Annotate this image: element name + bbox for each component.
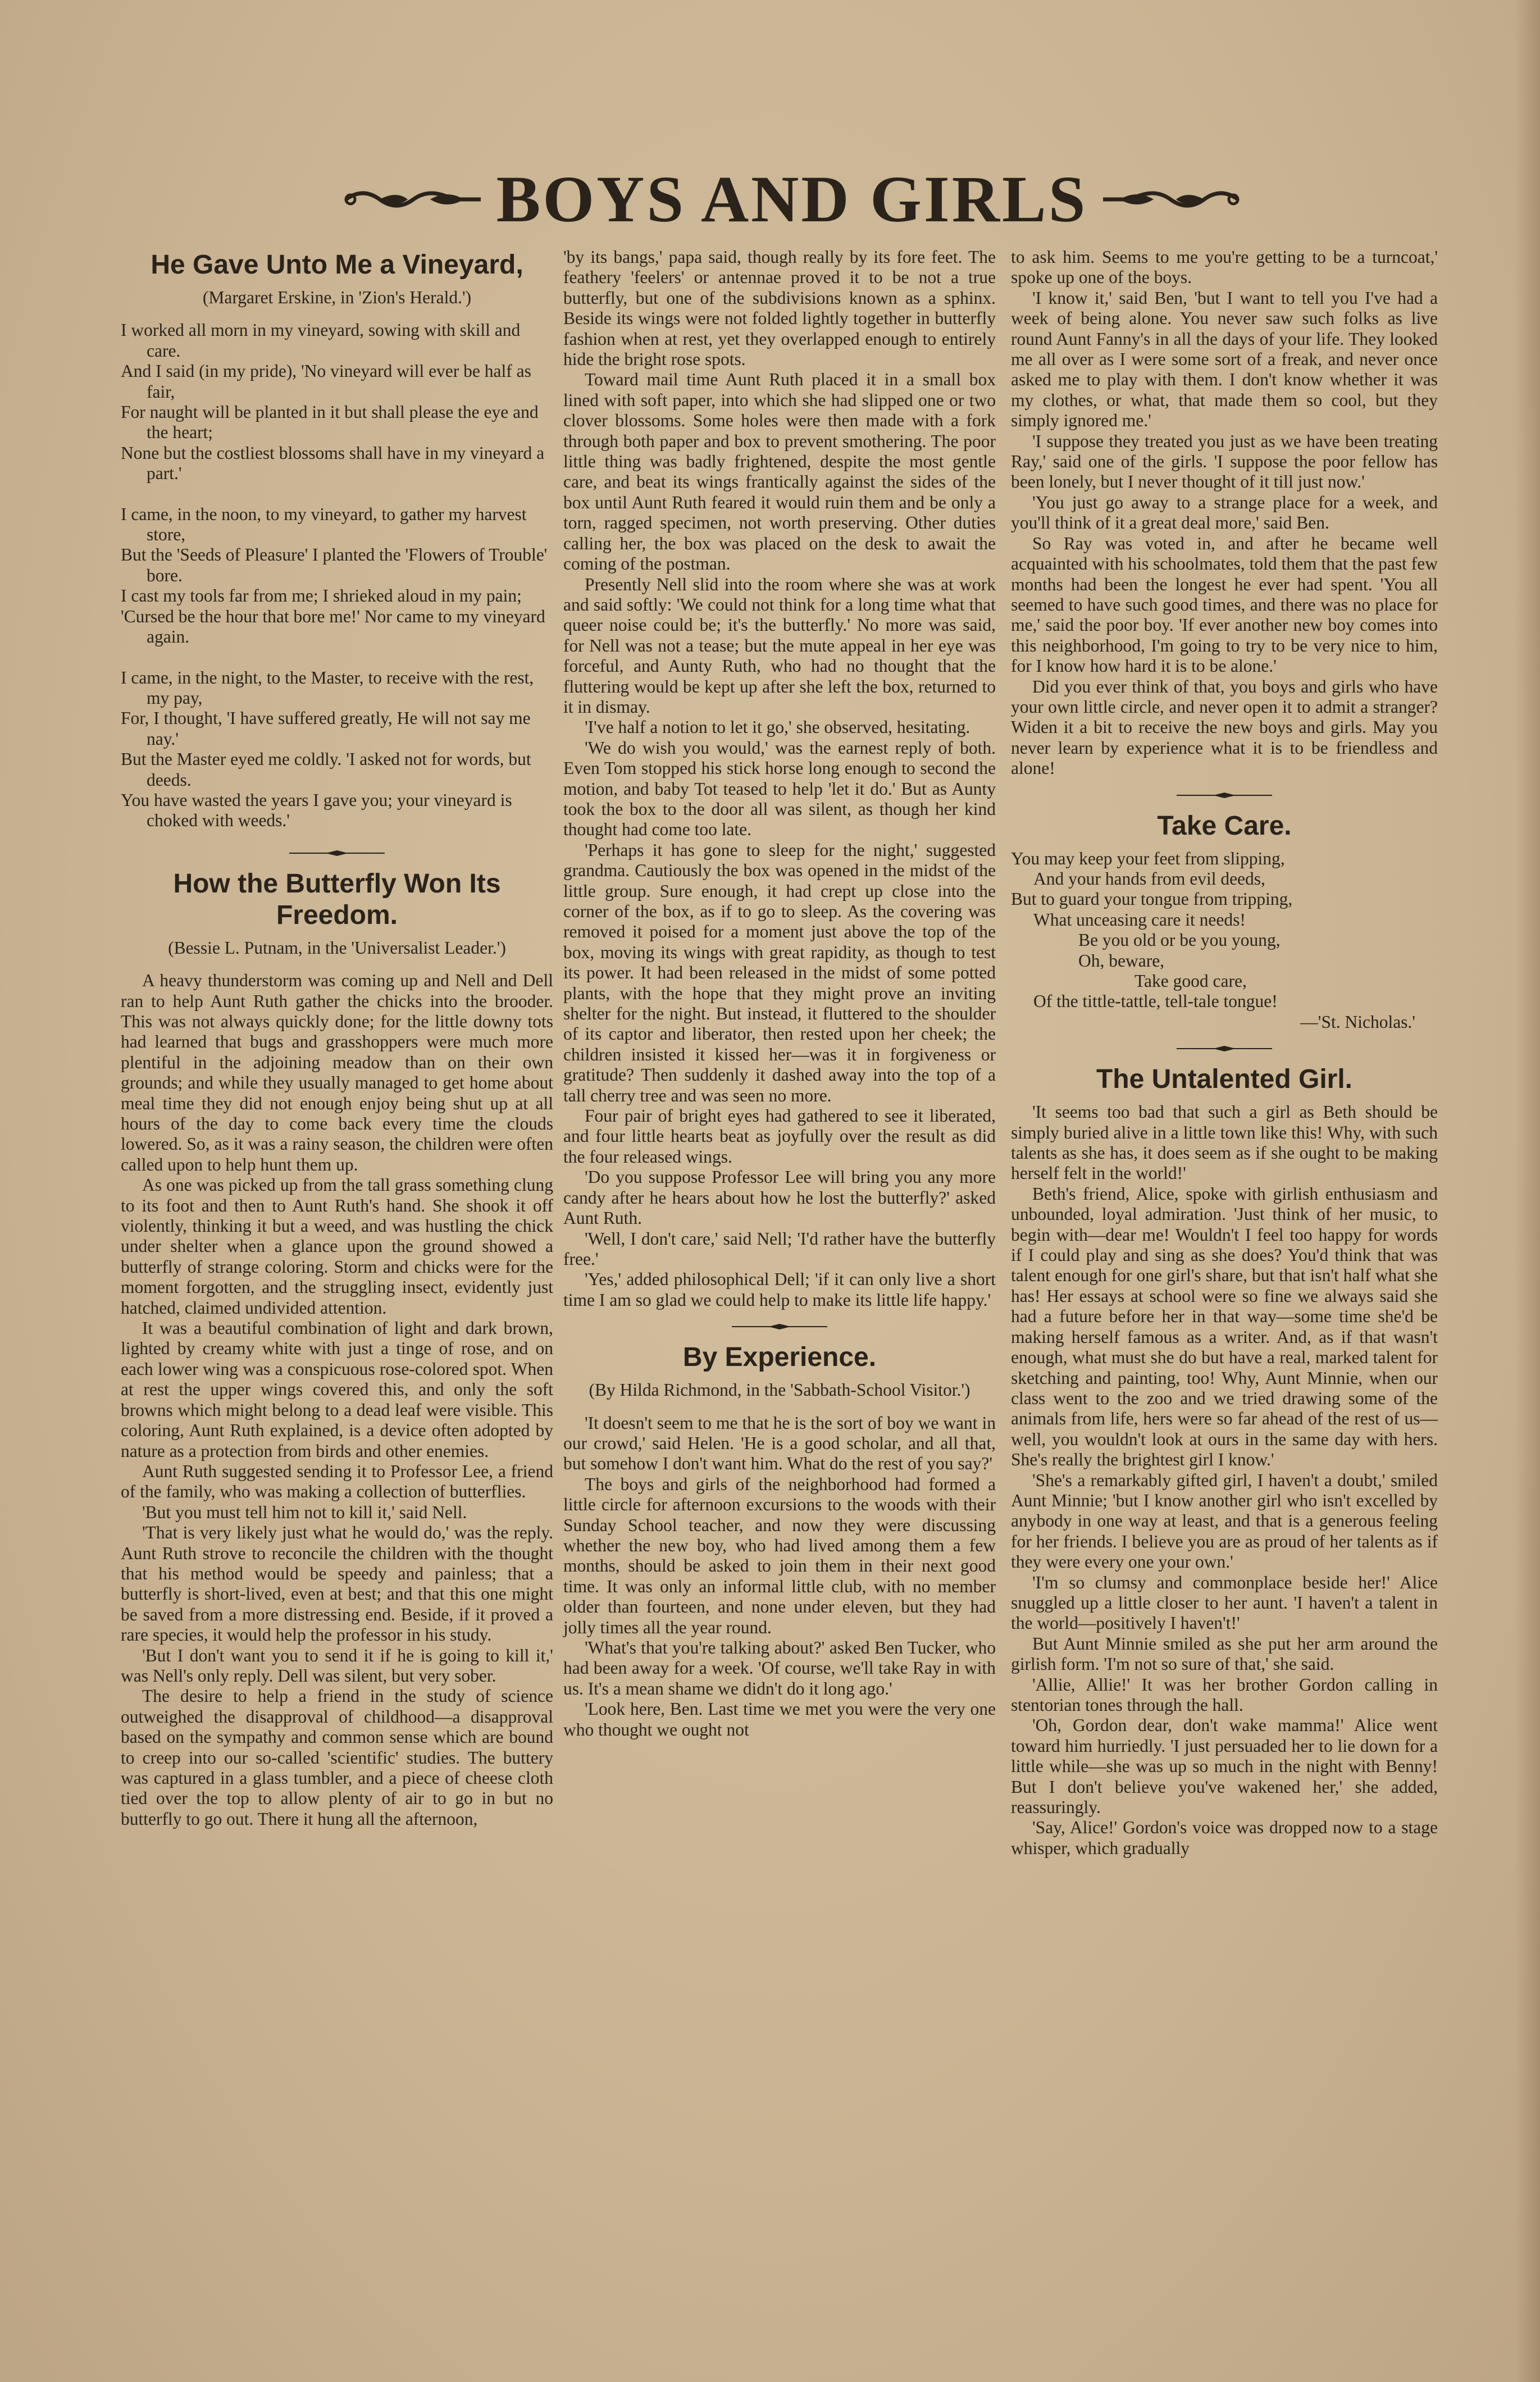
paragraph: 'I've half a notion to let it go,' she observed, hesitating.	[585, 717, 971, 737]
page-edge-shadow	[1515, 0, 1540, 2382]
paragraph: Beth's friend, Alice, spoke with girlish enthusiasm and unbounded, loyal admiration. 'Just think of her music, to begin with—dear me! Wouldn't I feel too happy for words if I could play and sing as she does? You'd think that was talent enough for one girl's share, but that isn't half what she has! Her essays at school were so fine we always said she had a future before her in that way—some time she'd be making herself famous as a writer. And, as if that wasn't enough, what must she do but have a real, marked talent for sketching and painting, too! Why, Aunt Minnie, when our class went to the zoo and we tried drawing some of the animals from life, hers were so far ahead of the rest of us—well, you wouldn't look at ours in the same day with hers. She's really the brightest girl I know.'	[1011, 1183, 1438, 1470]
untalented-title: The Untalented Girl.	[1096, 1064, 1353, 1095]
take-care-poem	[1011, 849, 1438, 1033]
paragraph: to ask him. Seems to me you're getting to be a turncoat,' spoke up one of the boys.	[1011, 247, 1438, 288]
section-title: BOYS AND GIRLS	[496, 162, 1088, 236]
experience-byline: (By Hilda Richmond, in the 'Sabbath-School Visitor.')	[589, 1380, 971, 1400]
paragraph: As one was picked up from the tall grass something clung to its foot and then to Aunt Ruth's hand. She shook it off violently, thinking it but a weed, and was hustling the chick under shelter when a glance upon the ground showed a butterfly of strange coloring. Storm and chicks were for the moment forgotten, and the struggling insect, evidently just hatched, claimed undivided attention.	[121, 1175, 553, 1318]
vineyard-poem	[121, 320, 553, 831]
poem-line: I worked all morn in my vineyard, sowing with skill and care.	[121, 320, 521, 361]
poem-line: But the Master eyed me coldly. 'I asked not for words, but deeds.	[121, 749, 531, 790]
poem-line: I cast my tools far from me; I shrieked aloud in my pain;	[121, 586, 522, 606]
paragraph: 'It seems too bad that such a girl as Beth should be simply buried alive in a little town like this! Why, with such talents as she has, it does seem as if she ought to be making herself felt in the world!'	[1011, 1102, 1438, 1183]
paragraph: 'Allie, Allie!' It was her brother Gordon calling in stentorian tones through the hall.	[1011, 1674, 1438, 1715]
vineyard-title: He Gave Unto Me a Vineyard,	[151, 250, 523, 280]
poem-line: 'Cursed be the hour that bore me!' Nor came to my vineyard again.	[121, 606, 545, 647]
poem-line: Be you old or be you young,	[1078, 930, 1281, 950]
paragraph: 'Look here, Ben. Last time we met you were the very one who thought we ought not	[563, 1699, 996, 1739]
paragraph: 'But I don't want you to send it if he is going to kill it,' was Nell's only reply. Dell was silent, but very sober.	[121, 1645, 553, 1686]
poem-line: You have wasted the years I gave you; your vineyard is choked with weeds.'	[121, 790, 512, 831]
right-scroll-ornament	[1097, 183, 1243, 216]
paragraph: 'Say, Alice!' Gordon's voice was dropped now to a stage whisper, which gradually	[1011, 1818, 1438, 1858]
poem-line: I came, in the night, to the Master, to receive with the rest, my pay,	[121, 667, 534, 708]
poem-line: None but the costliest blossoms shall have in my vineyard a part.'	[121, 443, 545, 484]
paragraph: 'I'm so clumsy and commonplace beside her!' Alice snuggled up a little closer to her aunt. 'I haven't a talent in the world—positively I haven't!'	[1011, 1572, 1438, 1633]
paragraph: 'Oh, Gordon dear, don't wake mamma!' Alice went toward him hurriedly. 'I just persuaded her to lie down for a little while—she was up so much in the night with Benny! But I don't believe you've wakened her,' she added, reassuringly.	[1011, 1715, 1438, 1818]
take-care-title: Take Care.	[1157, 810, 1292, 841]
paragraph: Presently Nell slid into the room where she was at work and said softly: 'We could not think for a long time what that queer noise could be; it's the butterfly.' No more was said, for Nell was not a tease; but the mute appeal in her eye was forceful, and Aunty Ruth, who had no thought that the fluttering would be kept up after she left the box, returned to it in dismay.	[563, 574, 996, 717]
paragraph: The boys and girls of the neighborhood had formed a little circle for afternoon excursions to the woods with their Sunday School teacher, and now they were discussing whether the new boy, who had lived among them a few months, should be asked to join them in their next good time. It was only an informal little club, with no member older than fourteen, and none under eleven, but they had jolly times all the year round.	[563, 1474, 996, 1637]
paragraph: Aunt Ruth suggested sending it to Professor Lee, a friend of the family, who was making a collection of butterflies.	[121, 1461, 553, 1502]
section-divider	[121, 849, 553, 857]
poem-line: Take good care,	[1135, 971, 1247, 991]
paragraph: 'You just go away to a strange place for a week, and you'll think of it a great deal more,' said Ben.	[1011, 492, 1438, 533]
experience-title: By Experience.	[682, 1342, 877, 1373]
paragraph: 'Well, I don't care,' said Nell; 'I'd rather have the butterfly free.'	[563, 1228, 996, 1269]
paragraph: It was a beautiful combination of light and dark brown, lighted by creamy white with just a tinge of rose, and on each lower wing was a conspicuous rose-colored spot. When at rest the upper wings covered this, and only the soft browns which might belong to a dead leaf were visible. This coloring, Aunt Ruth explained, is a device often adopted by nature as a protection from birds and other enemies.	[121, 1318, 553, 1461]
paragraph: 'We do wish you would,' was the earnest reply of both. Even Tom stopped his stick horse long enough to second the motion, and baby Tot teased to help 'let it do.' But as Aunty took the box to the door all was silent, as though her kind thought had come too late.	[563, 737, 996, 840]
paragraph: The desire to help a friend in the study of science outweighed the disapproval of childhood—a disapproval based on the sympathy and common sense which are bound to creep into our so-called 'scientific' studies. The buttery was captured in a glass tumbler, and a piece of cheese cloth tied over the top to allow plenty of air to go in but no butterfly to go out. There it hung all the afternoon,	[121, 1686, 553, 1829]
left-scroll-ornament	[340, 183, 486, 216]
paragraph: 'by its bangs,' papa said, though really by its fore feet. The feathery 'feelers' or antennae proved it to be not a true butterfly, but one of the subdivisions known as a sphinx. Beside its wings were not folded lightly together in butterfly fashion when at rest, yet they overlapped enough to entirely hide the bright rose spots.	[563, 247, 996, 370]
paragraph: But Aunt Minnie smiled as she put her arm around the girlish form. 'I'm not so sure of that,' she said.	[1011, 1633, 1438, 1674]
paragraph: 'I suppose they treated you just as we have been treating Ray,' said one of the girls. 'I suppose the poor fellow has been lonely, but I never thought of it till just now.'	[1011, 431, 1438, 492]
paragraph: 'What's that you're talking about?' asked Ben Tucker, who had been away for a week. 'Of course, we'll take Ray in with us. It's a mean shame we didn't do it long ago.'	[563, 1638, 996, 1698]
poem-line: But the 'Seeds of Pleasure' I planted the 'Flowers of Trouble' bore.	[121, 545, 548, 585]
poem-line: I came, in the noon, to my vineyard, to gather my harvest store,	[121, 504, 527, 545]
paragraph: 'Perhaps it has gone to sleep for the night,' suggested grandma. Cautiously the box was opened in the midst of the little group. Sure enough, it had crept up close into the corner of the box, as if to go to sleep. As the covering was removed it poised for a moment just above the top of the box, moving its wings with great rapidity, as though to test its power. It had been released in the midst of some potted plants, with the hope that they might prove an inviting shelter for the night. But instead, it fluttered to the shoulder of its captor and liberator, then rested upon her cheek; the children insisted it kissed her—was it in forgiveness or gratitude? Then suddenly it dashed away into the top of a tall cherry tree and was seen no more.	[563, 840, 996, 1105]
column-3	[1011, 247, 1438, 1859]
section-divider	[1011, 1045, 1438, 1053]
section-divider	[1011, 791, 1438, 799]
paragraph: 'That is very likely just what he would do,' was the reply. Aunt Ruth strove to reconcile the children with the thought that his method would be speedy and painless; that a butterfly is short-lived, even at best; and that this one might be saved from a more distressing end. Beside, if it proved a rare species, it would help the professor in his study.	[121, 1523, 553, 1645]
paragraph: Four pair of bright eyes had gathered to see it liberated, and four little hearts beat as joyfully over the result as did the four released wings.	[563, 1106, 996, 1167]
vineyard-byline: (Margaret Erskine, in 'Zion's Herald.')	[202, 288, 472, 307]
poem-line: And I said (in my pride), 'No vineyard will ever be half as fair,	[121, 361, 531, 402]
poem-line: And your hands from evil deeds,	[1033, 868, 1265, 889]
paragraph: So Ray was voted in, and after he became well acquainted with his schoolmates, told them that the past few months had been the longest he ever had spent. 'You all seemed to have such good times, and there was no place for me,' said the poor boy. 'If ever another new boy comes into this neighborhood, I'm going to try to be very nice to him, for I know how hard it is to be alone.'	[1011, 533, 1438, 676]
poem-credit: —'St. Nicholas.'	[1300, 1012, 1415, 1032]
poem-line: You may keep your feet from slipping,	[1011, 848, 1285, 868]
paragraph: Toward mail time Aunt Ruth placed it in a small box lined with soft paper, into which she had slipped one or two clover blossoms. Some holes were then made with a fork through both paper and box to prevent smothering. The poor little thing was badly frightened, despite the most gentle care, and beat its wings frantically against the sides of the box until Aunt Ruth feared it would ruin them and be only a torn, ragged specimen, not worth preserving. Other duties calling her, the box was placed on the desk to await the coming of the postman.	[563, 370, 996, 574]
poem-line: For naught will be planted in it but shall please the eye and the heart;	[121, 402, 539, 443]
butterfly-title: How the Butterfly Won Its Freedom.	[173, 868, 501, 930]
paragraph: 'But you must tell him not to kill it,' said Nell.	[142, 1502, 467, 1522]
poem-line: Oh, beware,	[1078, 950, 1165, 971]
poem-line: What unceasing care it needs!	[1033, 909, 1246, 930]
column-2	[563, 247, 996, 1740]
paragraph: 'I know it,' said Ben, 'but I want to tell you I've had a week of being alone. You never saw such folks as live round Aunt Fanny's in all the days of your life. They looked me all over as I were some sort of a freak, and never once asked me to play with them. I don't know whether it was my clothes, or what, that made them so cool, but they simply ignored me.'	[1011, 288, 1438, 431]
column-1	[121, 247, 553, 1829]
poem-line: But to guard your tongue from tripping,	[1011, 889, 1293, 909]
paragraph: 'Do you suppose Professor Lee will bring you any more candy after he hears about how he lost the butterfly?' asked Aunt Ruth.	[563, 1167, 996, 1228]
poem-line: Of the tittle-tattle, tell-tale tongue!	[1033, 991, 1278, 1012]
butterfly-byline: (Bessie L. Putnam, in the 'Universalist Leader.')	[168, 937, 506, 958]
poem-line: For, I thought, 'I have suffered greatly, He will not say me nay.'	[121, 708, 531, 749]
paragraph: 'It doesn't seem to me that he is the sort of boy we want in our crowd,' said Helen. 'He is a good scholar, and all that, but somehow I don't want him. What do the rest of you say?'	[563, 1413, 996, 1474]
masthead	[247, 160, 1337, 239]
section-divider	[563, 1323, 996, 1331]
paragraph: 'She's a remarkably gifted girl, I haven't a doubt,' smiled Aunt Minnie; 'but I know another girl who isn't excelled by anybody in one way at least, and that is a generous feeling for her friends. I believe you are as proud of her talents as if they were every one your own.'	[1011, 1470, 1438, 1572]
paragraph: A heavy thunderstorm was coming up and Nell and Dell ran to help Aunt Ruth gather the chicks into the brooder. This was not always quickly done; for the little downy tots had learned that bugs and grasshoppers were much more plentiful in the adjoining meadow than on their own grounds; and while they usually managed to get home about meal time they did not enough enjoy being shut up at all hours of the day to come back every time the clouds lowered. So, as it was a rainy season, the children were often called upon to help hunt them up.	[121, 971, 553, 1174]
paragraph: 'Yes,' added philosophical Dell; 'if it can only live a short time I am so glad we could help to make its little life happy.'	[563, 1269, 996, 1310]
paragraph: Did you ever think of that, you boys and girls who have your own little circle, and never open it to admit a stranger? Widen it a bit to receive the new boys and girls. May you never learn by experience what it is to be friendless and alone!	[1011, 676, 1438, 778]
